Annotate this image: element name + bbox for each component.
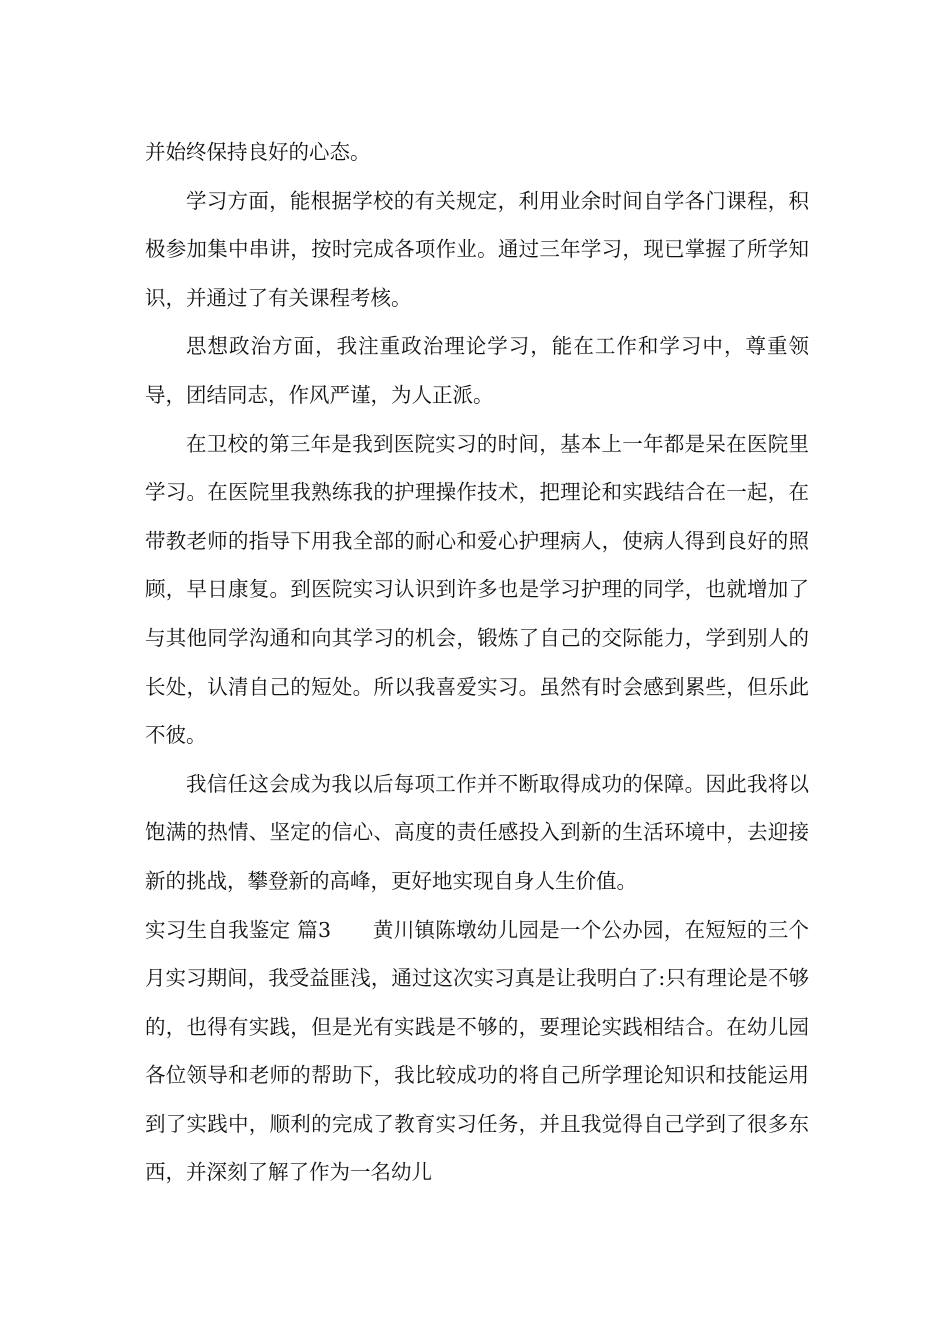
paragraph-internship: 在卫校的第三年是我到医院实习的时间，基本上一年都是呆在医院里学习。在医院里我熟练我的护理操作技术，把理论和实践结合在一起，在带教老师的指导下用我全部的耐心和爱心护理病人，使病人得到良好的照顾，早日康复。到医院实习认识到许多也是学习护理的同学，也就增加了与其他同学沟通和向其学习的机会，锻炼了自己的交际能力，学到别人的长处，认清自己的短处。所以我喜爱实习。虽然有时会感到累些，但乐此不彼。 (145, 431, 809, 748)
paragraph-politics: 思想政治方面，我注重政治理论学习，能在工作和学习中，尊重领导，团结同志，作风严谨，为人正派。 (145, 334, 809, 407)
document-body (145, 128, 809, 1197)
paragraph-study: 学习方面，能根据学校的有关规定，利用业余时间自学各门课程，积极参加集中串讲，按时完成各项作业。通过三年学习，现已掌握了所学知识，并通过了有关课程考核。 (145, 188, 809, 310)
paragraph-section-3: 实习生自我鉴定 篇3 黄川镇陈墩幼儿园是一个公办园，在短短的三个月实习期间，我受益匪浅，通过这次实习真是让我明白了:只有理论是不够的，也得有实践，但是光有实践是不够的，要理论实践相结合。在幼儿园各位领导和老师的帮助下，我比较成功的将自己所学理论知识和技能运用到了实践中，顺利的完成了教育实习任务，并且我觉得自己学到了很多东西，并深刻了解了作为一名幼儿 (145, 917, 809, 1185)
paragraph-conclusion: 我信任这会成为我以后每项工作并不断取得成功的保障。因此我将以饱满的热情、坚定的信心、高度的责任感投入到新的生活环境中，去迎接新的挑战，攀登新的高峰，更好地实现自身人生价值。 (145, 771, 809, 893)
paragraph-continued: 并始终保持良好的心态。 (145, 140, 371, 164)
